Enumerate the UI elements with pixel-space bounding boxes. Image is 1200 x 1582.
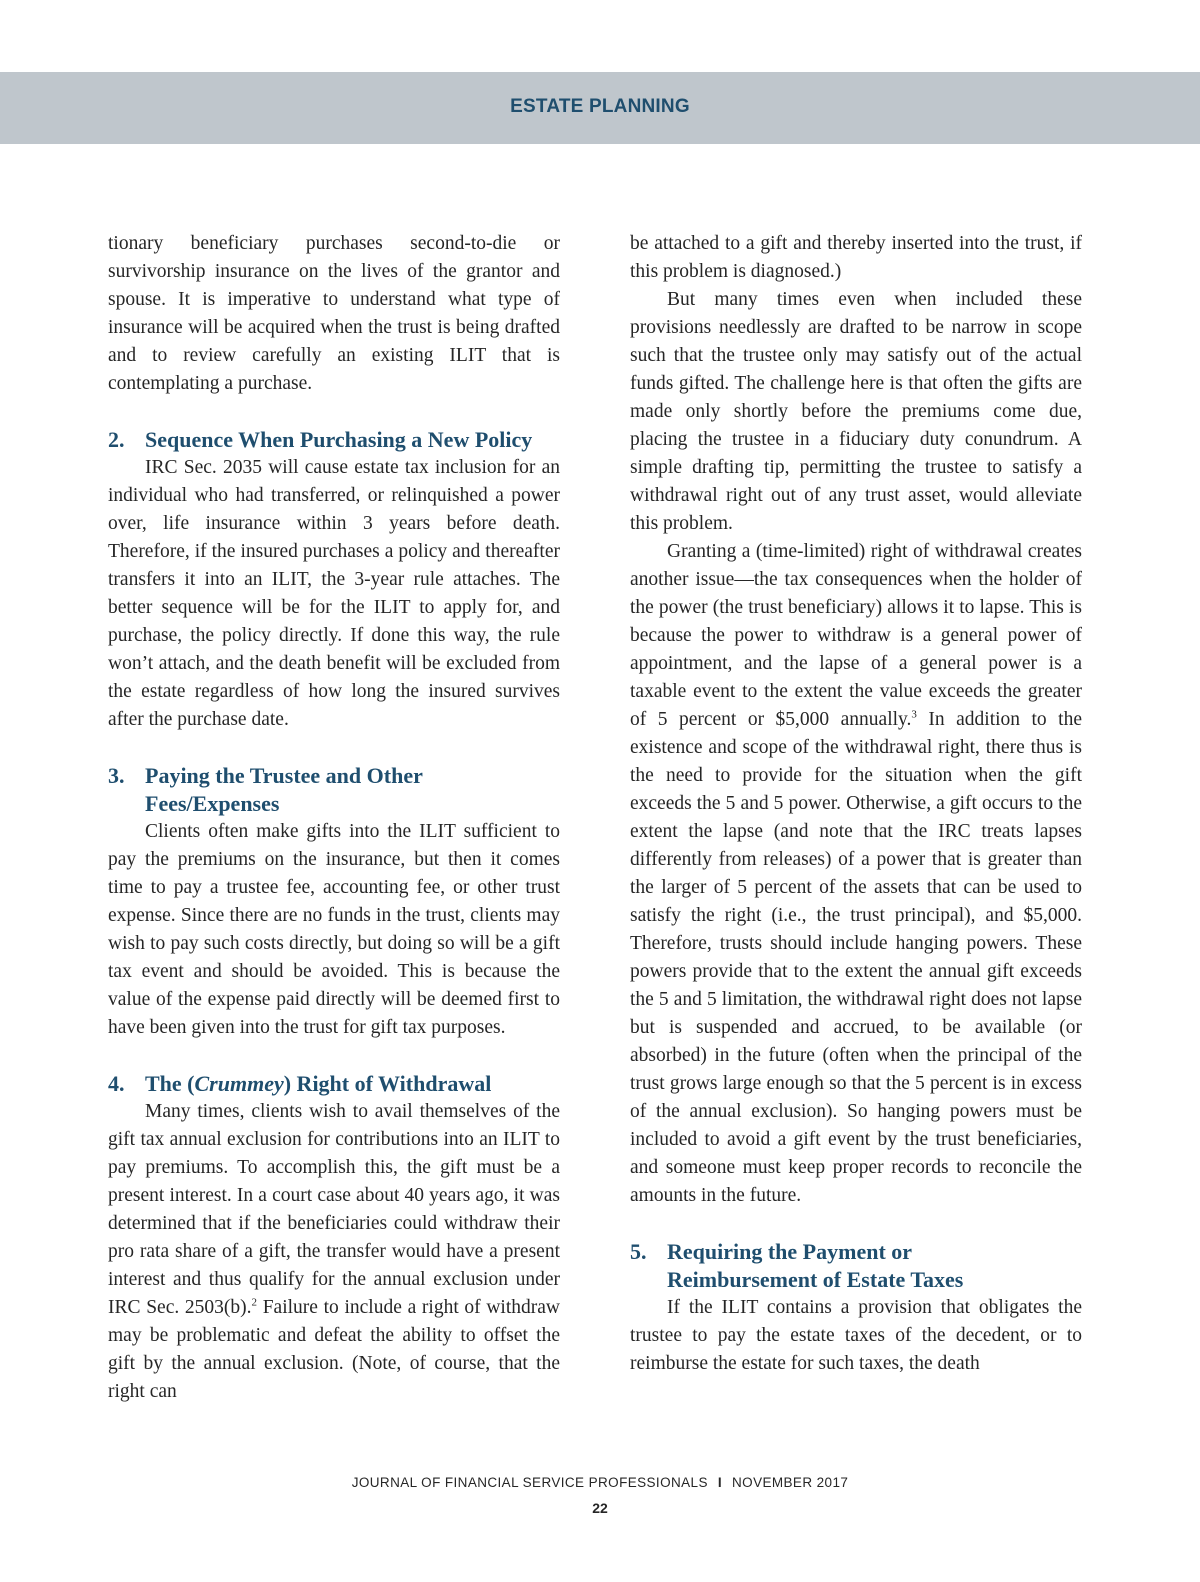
paragraph: IRC Sec. 2035 will cause estate tax inclusion for an individual who had transferred, or relinquished a power over, life insurance within 3 years before death. Therefore, if the insured purchases a policy and thereafter transfers it into an ILIT, the 3-year rule attaches. The better sequence will be for the ILIT to apply for, and purchase, the policy directly. If done this way, the rule won’t attach, and the death benefit will be excluded from the estate regardless of how long the insured survives after the purchase date. [108, 457, 560, 730]
paragraph: Granting a (time-limited) right of withdrawal creates another issue—the tax consequences when the holder of the power (the trust beneficiary) allows it to lapse. This is because the power to withdraw is a general power of appointment, and the lapse of a general power is a taxable event to the extent the value exceeds the greater of 5 percent or $5,000 annually.$^3$ In addition to the existence and scope of the withdrawal right, there thus is the need to provide for the situation when the gift exceeds the 5 and 5 power. Otherwise, a gift occurs to the extent the lapse (and note that the IRC treats lapses differently from releases) of a power that is greater than the larger of 5 percent of the assets that can be used to satisfy the right (i.e., the trust principal), and $5,000. Therefore, trusts should include hanging powers. These powers provide that to the extent the annual gift exceeds the 5 and 5 limitation, the withdrawal right does not lapse but is suspended and accrued, to be available (or absorbed) in the future (often when the principal of the trust grows large enough so that the 5 percent is in excess of the annual exclusion). So hanging powers must be included to avoid a gift event by the trust beneficiaries, and someone must keep proper records to reconcile the amounts in the future. [630, 541, 1082, 1206]
section-heading-5: 5. Requiring the Payment or Reimbursement of Estate Taxes [630, 1239, 964, 1292]
paragraph: If the ILIT contains a provision that obligates the trustee to pay the estate taxes of the decedent, or to reimburse the estate for such taxes, the death [630, 1297, 1082, 1374]
footer-journal: JOURNAL OF FINANCIAL SERVICE PROFESSIONALS I NOVEMBER 2017 [351, 1475, 849, 1490]
section-heading-4: 4. The (Crummey) Right of Withdrawal [108, 1071, 492, 1096]
section-heading-2: 2. Sequence When Purchasing a New Policy [108, 427, 533, 452]
paragraph: But many times even when included these provisions needlessly are drafted to be narrow in scope such that the trustee only may satisfy out of the actual funds gifted. The challenge here is that often the gifts are made only shortly before the premiums come due, placing the trustee in a fiduciary duty conundrum. A simple drafting tip, permitting the trustee to satisfy a withdrawal right out of any trust asset, would alleviate this problem. [630, 289, 1082, 534]
paragraph: tionary beneficiary purchases second-to-die or survivorship insurance on the lives of the grantor and spouse. It is imperative to understand what type of insurance will be acquired when the trust is being drafted and to review carefully an existing ILIT that is contemplating a purchase. [108, 233, 560, 394]
right-column [630, 230, 1082, 1378]
footnote-ref: 2 [251, 1296, 258, 1309]
paragraph: Clients often make gifts into the ILIT sufficient to pay the premiums on the insurance, but then it comes time to pay a trustee fee, accounting fee, or other trust expense. Since there are no funds in the trust, clients may wish to pay such costs directly, but doing so will be a gift tax event and should be avoided. This is because the value of the expense paid directly will be deemed first to have been given into the trust for gift tax purposes. [108, 821, 560, 1038]
paragraph: Many times, clients wish to avail themselves of the gift tax annual exclusion for contributions into an ILIT to pay premiums. To accomplish this, the gift must be a present interest. In a court case about 40 years ago, it was determined that if the beneficiaries could withdraw their pro rata share of a gift, the transfer would have a present interest and thus qualify for the annual exclusion under IRC Sec. 2503(b).$^2$ Failure to include a right of withdraw may be problematic and defeat the ability to offset the gift by the annual exclusion. (Note, of course, that the right can [108, 1101, 560, 1402]
left-column [108, 230, 560, 1406]
page-number: 22 [592, 1500, 608, 1516]
footnote-ref: 3 [911, 708, 917, 721]
section-title: ESTATE PLANNING [510, 96, 690, 117]
section-heading-3: 3. Paying the Trustee and Other Fees/Expenses [108, 763, 423, 816]
paragraph: be attached to a gift and thereby inserted into the trust, if this problem is diagnosed.) [630, 233, 1082, 282]
